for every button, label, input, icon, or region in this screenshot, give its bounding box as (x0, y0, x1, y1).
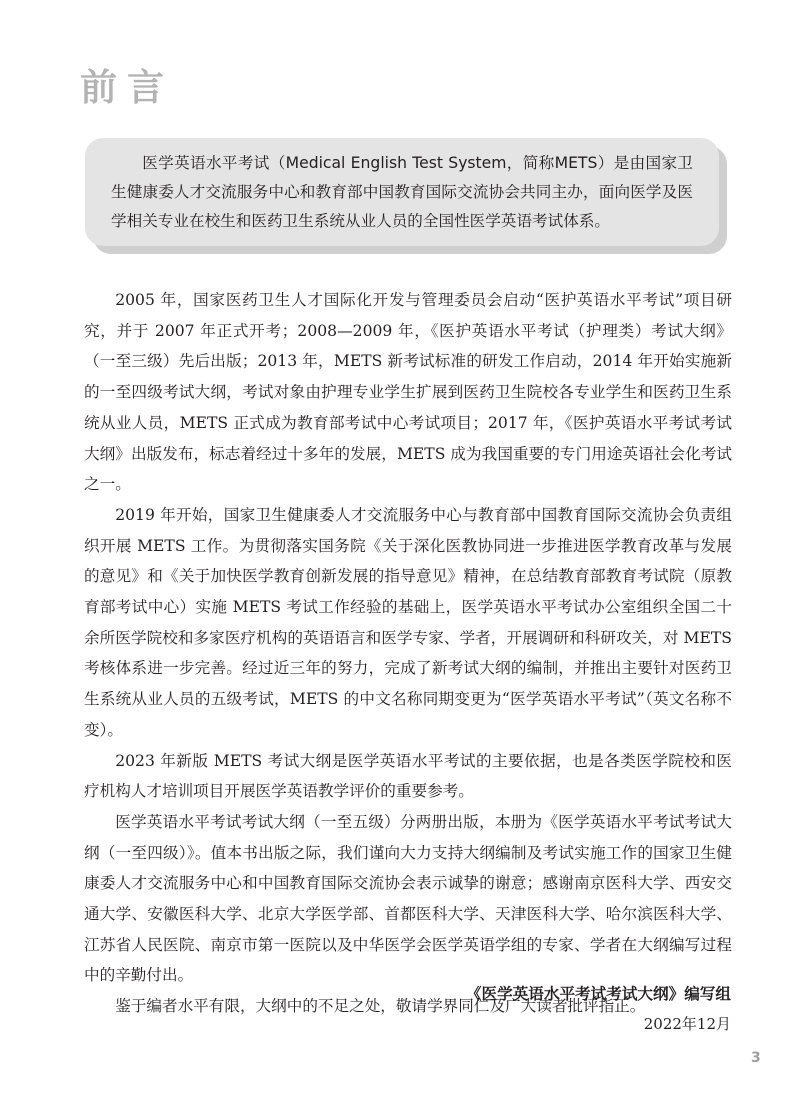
paragraph-history: 2005 年，国家医药卫生人才国际化开发与管理委员会启动“医护英语水平考试”项目研究，并于 2007 年正式开考；2008—2009 年，《医护英语水平考试（护理类）考试大纲》（一至三级）先后出版；2013 年，METS 新考试标准的研发工作启动，2014 年开始实施新的一至四级考试大纲，考试对象由护理专业学生扩展到医药卫生院校各专业学生和医药卫生系统从业人员，METS 正式成为教育部考试中心考试项目；2017 年，《医护英语水平考试考试大纲》出版发布，标志着经过十多年的发展，METS 成为我国重要的专门用途英语社会化考试之一。 (84, 291, 732, 494)
paragraph-acknowledgements: 医学英语水平考试考试大纲（一至五级）分两册出版，本册为《医学英语水平考试考试大纲（一至四级）》。值本书出版之际，我们谨向大力支持大纲编制及考试实施工作的国家卫生健康委人才交流服务中心和中国教育国际交流协会表示诚挚的谢意；感谢南京医科大学、西安交通大学、安徽医科大学、北京大学医学部、首都医科大学、天津医科大学、哈尔滨医科大学、江苏省人民医院、南京市第一医院以及中华医学会医学英语学组的专家、学者在大纲编写过程中的辛勤付出。 (84, 812, 732, 985)
signature-date: 2022年12月 (643, 1015, 731, 1033)
page-number: 3 (751, 1050, 761, 1066)
paragraph-development: 2019 年开始，国家卫生健康委人才交流服务中心与教育部中国教育国际交流协会负责组织开展 METS 工作。为贯彻落实国务院《关于深化医教协同进一步推进医学教育改革与发展的意见》和《关于加快医学教育创新发展的指导意见》精神，在总结教育部教育考试院（原教育部考试中心）实施 METS 考试工作经验的基础上，医学英语水平考试办公室组织全国二十余所医学院校和多家医疗机构的英语语言和医学专家、学者，开展调研和科研攻关，对 METS 考核体系进一步完善。经过近三年的努力，完成了新考试大纲的编制，并推出主要针对医药卫生系统从业人员的五级考试，METS 的中文名称同期变更为“医学英语水平考试”（英文名称不变）。 (84, 505, 732, 739)
body-text (84, 285, 732, 1022)
page-title: 前言 (80, 66, 174, 109)
paragraph-2023-syllabus: 2023 年新版 METS 考试大纲是医学英语水平考试的主要依据，也是各类医学院校和医疗机构人才培训项目开展医学英语教学评价的重要参考。 (84, 751, 732, 801)
intro-box (85, 138, 719, 246)
paragraph-closing: 鉴于编者水平有限，大纲中的不足之处，敬请学界同仁及广大读者批评指正。 (115, 997, 646, 1016)
signature-org: 《医学英语水平考试考试大纲》编写组 (465, 985, 731, 1003)
intro-text: 医学英语水平考试（Medical English Test System，简称METS）是由国家卫生健康委人才交流服务中心和教育部中国教育国际交流协会共同主办，面向医学及医学相关专业在校生和医药卫生系统从业人员的全国性医学英语考试体系。 (111, 154, 693, 230)
